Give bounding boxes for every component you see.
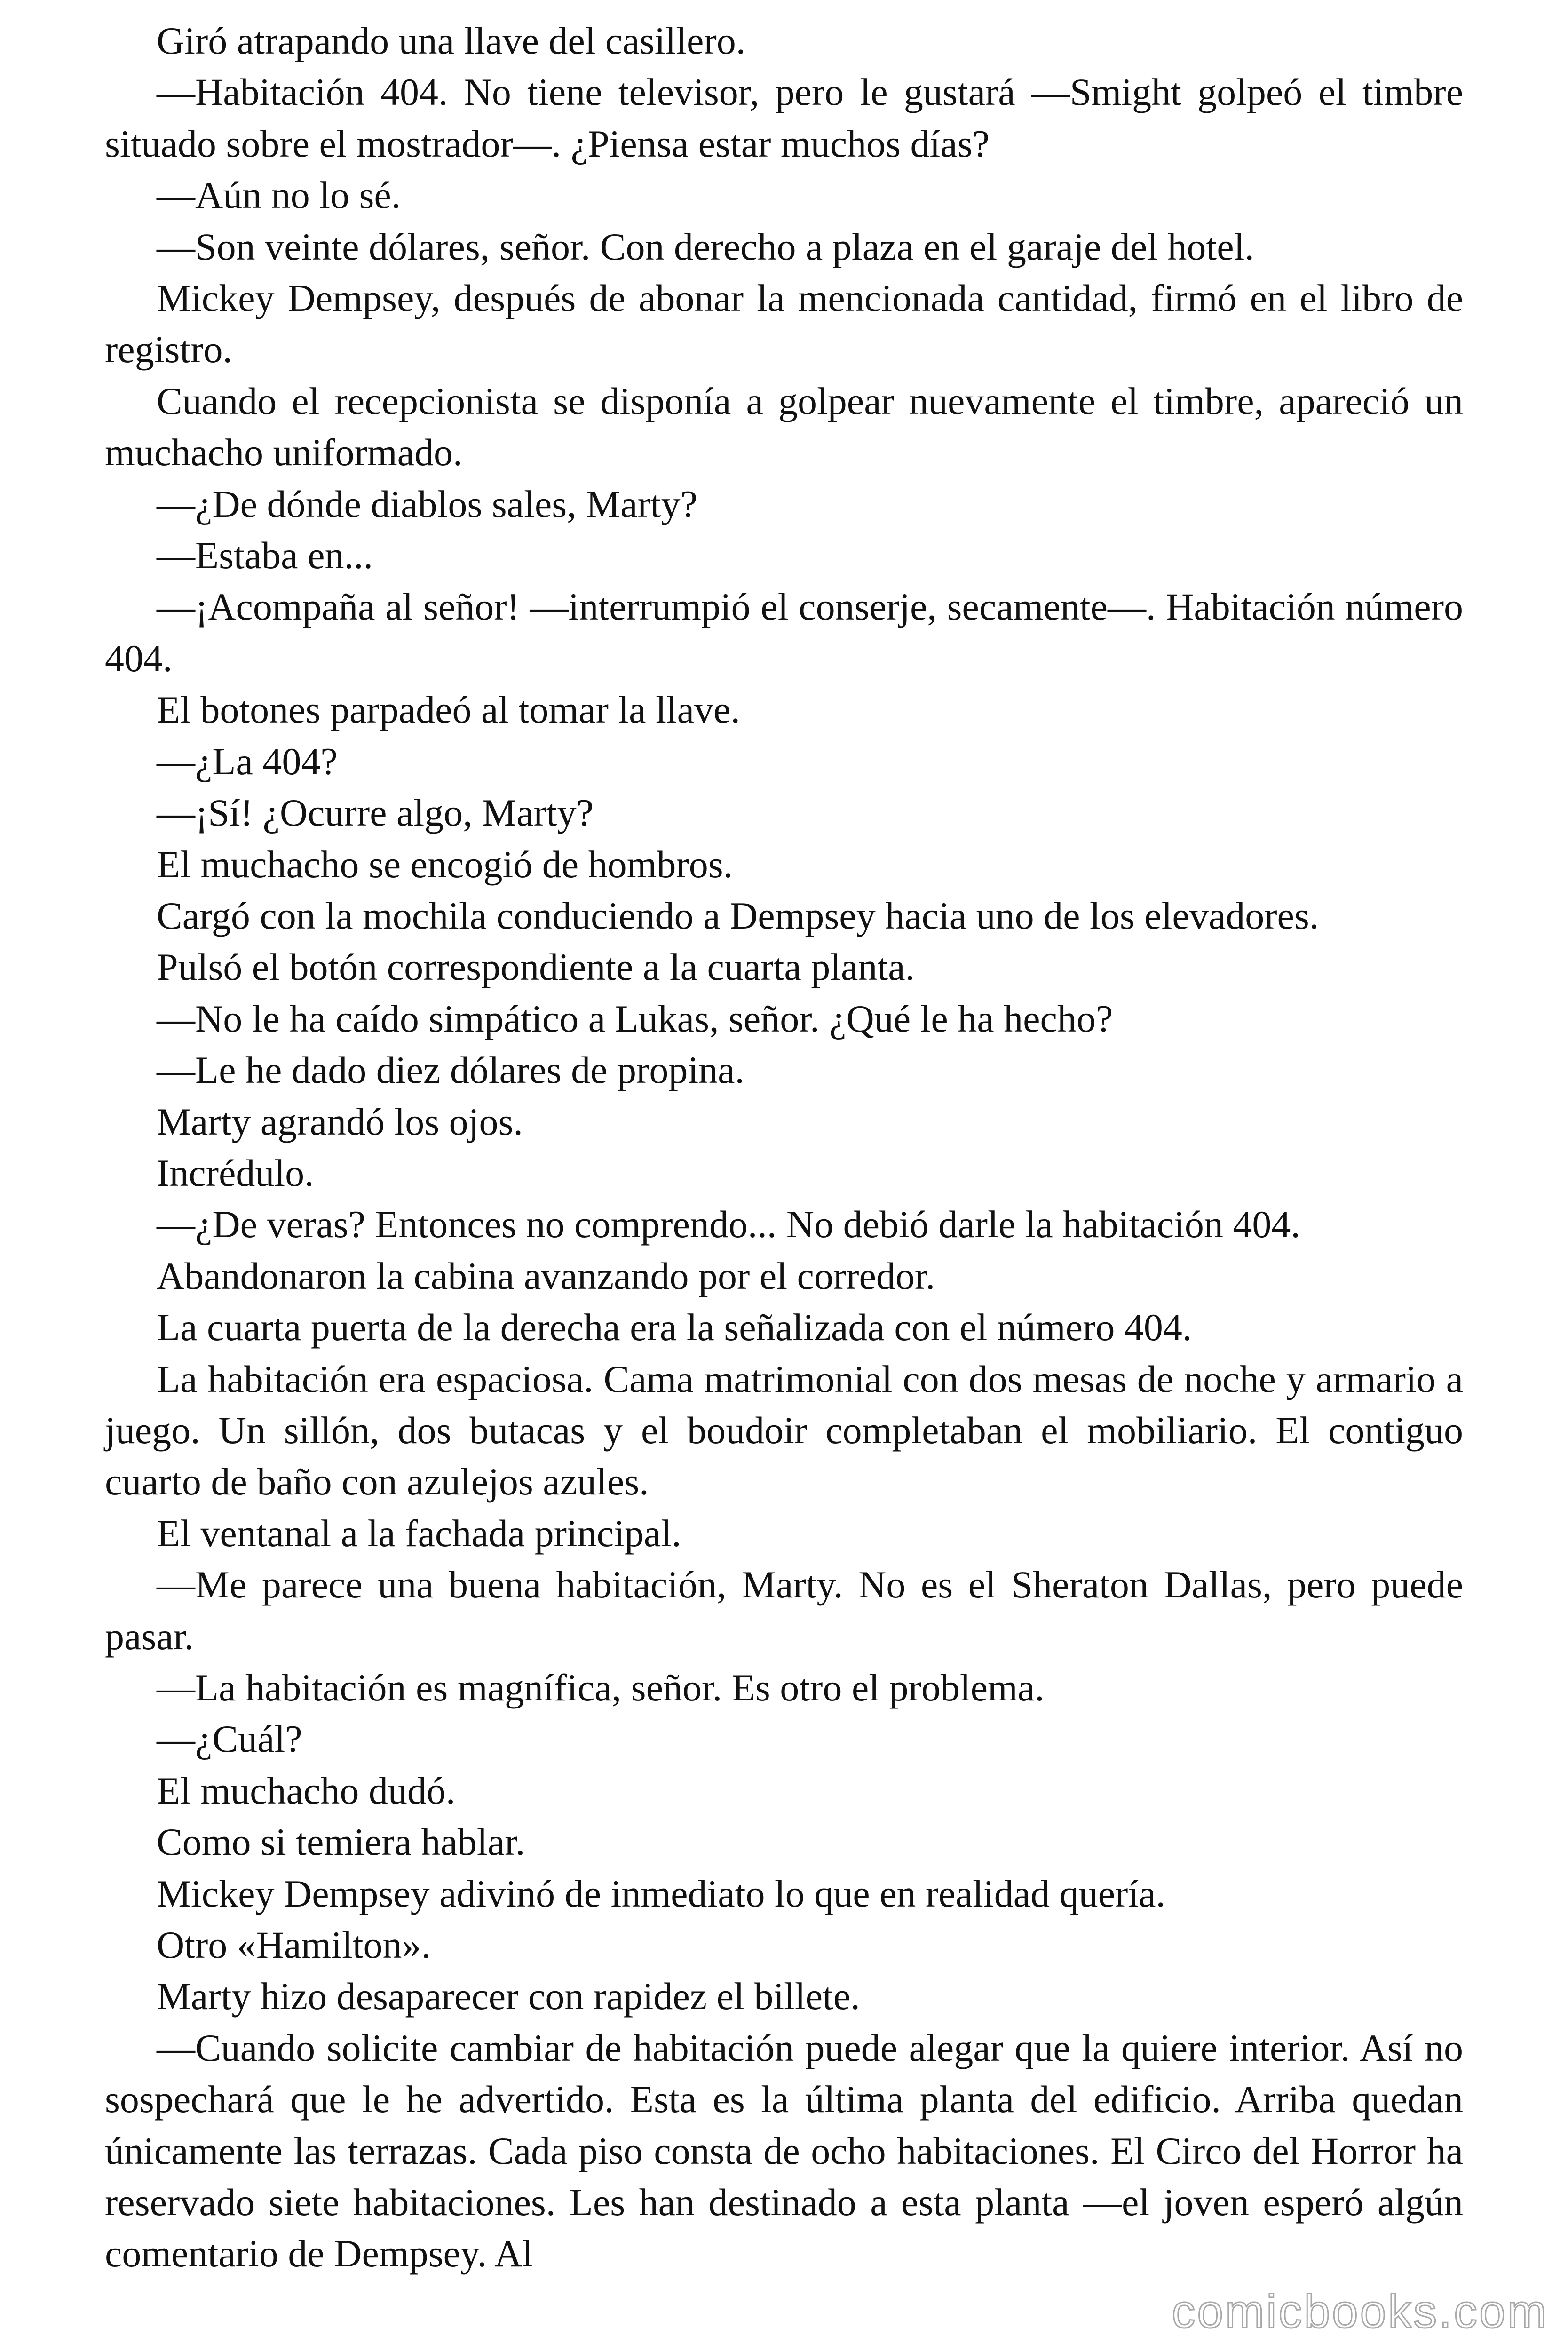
paragraph: Mickey Dempsey, después de abonar la mencionada cantidad, firmó en el libro de registro. [105, 277, 1463, 371]
body-text [105, 15, 1463, 2280]
paragraph: —¿De veras? Entonces no comprendo... No debió darle la habitación 404. [157, 1203, 1300, 1246]
paragraph: —Le he dado diez dólares de propina. [157, 1049, 745, 1092]
paragraph: El muchacho se encogió de hombros. [157, 842, 733, 886]
paragraph: —¿La 404? [157, 739, 338, 783]
paragraph: Giró atrapando una llave del casillero. [157, 19, 746, 62]
paragraph: —Aún no lo sé. [157, 174, 401, 217]
paragraph: La cuarta puerta de la derecha era la señalizada con el número 404. [157, 1306, 1192, 1349]
paragraph: Otro «Hamilton». [157, 1923, 431, 1967]
paragraph: El ventanal a la fachada principal. [157, 1511, 681, 1555]
paragraph: El botones parpadeó al tomar la llave. [157, 688, 740, 731]
paragraph: Marty hizo desaparecer con rapidez el billete. [157, 1975, 860, 2018]
paragraph: —Estaba en... [157, 534, 373, 577]
watermark: comicbooks.com [1172, 2285, 1548, 2338]
paragraph: Mickey Dempsey adivinó de inmediato lo que en realidad quería. [157, 1872, 1165, 1915]
paragraph: —¿De dónde diablos sales, Marty? [157, 482, 697, 525]
paragraph: —Habitación 404. No tiene televisor, pero le gustará —Smight golpeó el timbre situado sobre el mostrador—. ¿Piensa estar muchos días? [105, 71, 1463, 165]
paragraph: —No le ha caído simpático a Lukas, señor. ¿Qué le ha hecho? [157, 997, 1113, 1040]
paragraph: —¿Cuál? [157, 1717, 302, 1761]
paragraph: —La habitación es magnífica, señor. Es otro el problema. [157, 1666, 1045, 1709]
paragraph: Abandonaron la cabina avanzando por el corredor. [157, 1254, 935, 1297]
paragraph: Cargó con la mochila conduciendo a Dempsey hacia uno de los elevadores. [157, 894, 1319, 937]
paragraph: Como si temiera hablar. [157, 1820, 525, 1864]
paragraph: La habitación era espaciosa. Cama matrimonial con dos mesas de noche y armario a juego. Un sillón, dos butacas y el boudoir completaban el mobiliario. El contiguo cuarto de baño con azulejos azules. [105, 1357, 1463, 1503]
paragraph: —¡Acompaña al señor! —interrumpió el conserje, secamente—. Habitación número 404. [105, 585, 1463, 680]
paragraph: Incrédulo. [157, 1151, 314, 1194]
paragraph: —Me parece una buena habitación, Marty. No es el Sheraton Dallas, pero puede pasar. [105, 1563, 1463, 1658]
paragraph: El muchacho dudó. [157, 1769, 456, 1812]
paragraph: —Son veinte dólares, señor. Con derecho a plaza en el garaje del hotel. [157, 225, 1254, 268]
paragraph: Marty agrandó los ojos. [157, 1100, 523, 1143]
paragraph: —Cuando solicite cambiar de habitación puede alegar que la quiere interior. Así no sospechará que le he advertido. Esta es la última planta del edificio. Arriba quedan únicamente las terrazas. Cada piso consta de ocho habitaciones. El Circo del Horror ha reservado siete habitaciones. Les han destinado a esta planta —el joven esperó algún comentario de Dempsey. Al [105, 2026, 1463, 2275]
paragraph: —¡Sí! ¿Ocurre algo, Marty? [157, 791, 594, 834]
paragraph: Pulsó el botón correspondiente a la cuarta planta. [157, 946, 915, 989]
paragraph: Cuando el recepcionista se disponía a golpear nuevamente el timbre, apareció un muchacho uniformado. [105, 379, 1463, 474]
